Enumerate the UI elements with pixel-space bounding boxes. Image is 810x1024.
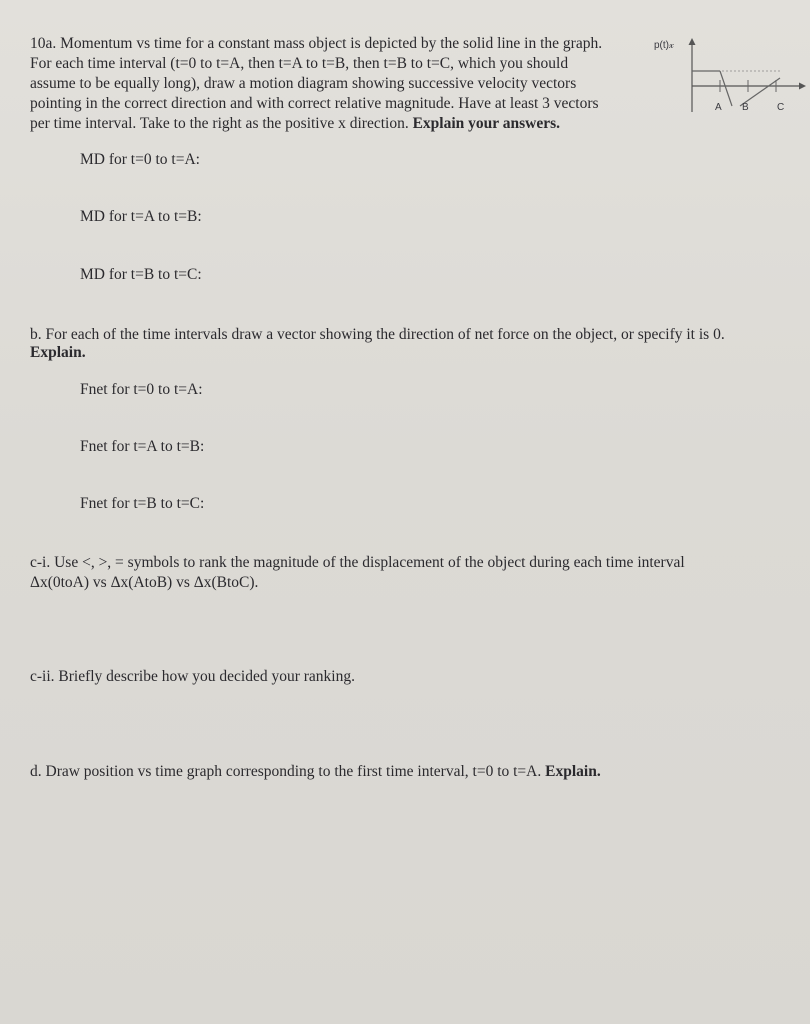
- graph-y-arrow-icon: [689, 38, 696, 45]
- question-b-explain-label: Explain.: [30, 344, 86, 361]
- md-interval-a-b: MD for t=A to t=B:: [80, 208, 202, 225]
- fnet-interval-0-a: Fnet for t=0 to t=A:: [80, 381, 203, 398]
- prompt-line-5: [30, 114, 650, 134]
- graph-tick-label-c: C: [777, 102, 785, 113]
- question-d: [30, 762, 601, 782]
- momentum-time-graph: [652, 32, 808, 118]
- question-b-line-1: b. For each of the time intervals draw a vector showing the direction of net force on the object, or specify it is 0.: [30, 326, 725, 343]
- explain-answers-label: Explain your answers.: [412, 115, 561, 132]
- question-b-line-2: [30, 343, 86, 363]
- question-d-explain-label: Explain.: [545, 763, 601, 780]
- fnet-interval-a-b: Fnet for t=A to t=B:: [80, 438, 205, 455]
- prompt-line-4: pointing in the correct direction and with correct relative magnitude. Have at least 3 vectors: [30, 95, 599, 112]
- question-d-text: d. Draw position vs time graph corresponding to the first time interval, t=0 to t=A.: [30, 763, 546, 780]
- graph-solid-segment-2: [720, 71, 732, 106]
- prompt-line-5-text: per time interval. Take to the right as the positive x direction.: [30, 115, 413, 132]
- fnet-interval-b-c: Fnet for t=B to t=C:: [80, 495, 205, 512]
- prompt-line-2: For each time interval (t=0 to t=A, then t=A to t=B, then t=B to t=C, which you should: [30, 55, 569, 72]
- question-10a-prompt: [30, 34, 650, 134]
- md-interval-b-c: MD for t=B to t=C:: [80, 266, 202, 283]
- graph-y-label: p(t)𝓍: [654, 40, 674, 51]
- prompt-line-1: 10a. Momentum vs time for a constant mass object is depicted by the solid line in the graph.: [30, 35, 603, 52]
- graph-x-arrow-icon: [799, 83, 806, 90]
- graph-tick-label-b: B: [742, 102, 749, 113]
- question-c-i-line-1: c-i. Use <, >, = symbols to rank the magnitude of the displacement of the object during each time interval: [30, 554, 685, 571]
- question-c-i-line-2: Δx(0toA) vs Δx(AtoB) vs Δx(BtoC).: [30, 574, 259, 591]
- prompt-line-3: assume to be equally long), draw a motion diagram showing successive velocity vectors: [30, 75, 577, 92]
- question-c-ii: c-ii. Briefly describe how you decided your ranking.: [30, 668, 355, 685]
- graph-tick-label-a: A: [715, 102, 722, 113]
- md-interval-0-a: MD for t=0 to t=A:: [80, 151, 200, 168]
